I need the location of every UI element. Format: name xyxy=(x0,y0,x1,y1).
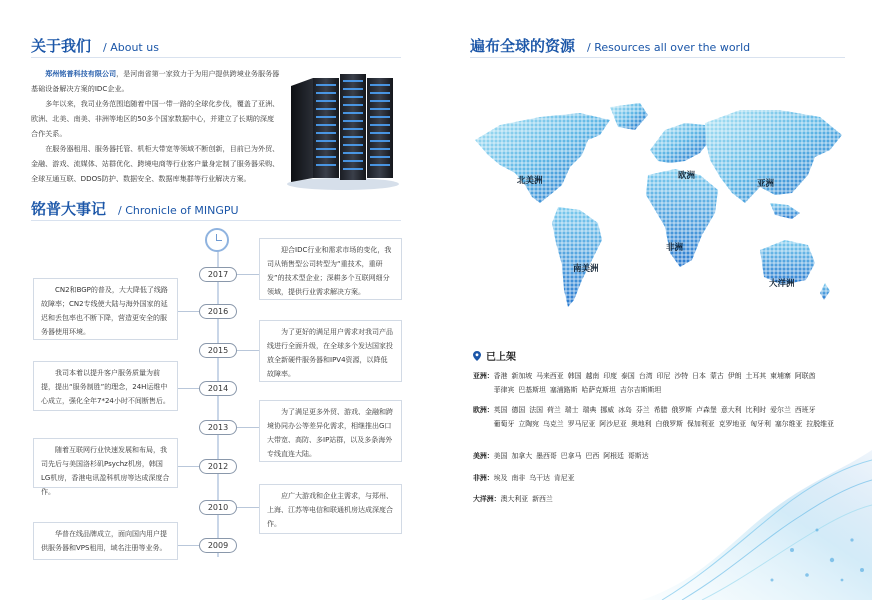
region-country: 比利时 xyxy=(745,406,767,414)
clock-icon xyxy=(205,228,229,252)
region-country: 匈牙利 xyxy=(750,420,771,428)
year-2017: 2017 xyxy=(199,267,237,282)
region-name: 非洲： xyxy=(473,474,494,482)
year-2009: 2009 xyxy=(199,538,237,553)
location-pin-icon xyxy=(473,351,481,361)
region-country: 吉尔吉斯斯坦 xyxy=(619,386,662,394)
server-rack-image xyxy=(283,66,399,190)
region-country: 哥斯达 xyxy=(627,452,649,460)
map-label-asia: 亚洲 xyxy=(757,179,775,189)
region-country: 沙特 xyxy=(674,372,689,380)
map-label-africa: 非洲 xyxy=(666,243,684,253)
region-country: 新西兰 xyxy=(532,495,553,503)
region-country: 塞尔维亚 xyxy=(774,420,803,428)
region-country: 土耳其 xyxy=(745,372,767,380)
event-2014: 我司本着以提升客户服务质量为前提，提出“服务制胜”的理念，24H运维中心成立，强化全年7*24小时不间断售后。 xyxy=(33,361,178,411)
region-country: 白俄罗斯 xyxy=(655,420,684,428)
region-country: 埃及 xyxy=(493,474,508,482)
region-country: 塞浦路斯 xyxy=(549,386,578,394)
region-country: 蒙古 xyxy=(709,372,724,380)
resources-title-en: / Resources all over the world xyxy=(587,41,751,54)
region-country: 西班牙 xyxy=(794,406,816,414)
region-country: 爱尔兰 xyxy=(770,406,791,414)
region-country: 冰岛 xyxy=(618,406,632,414)
connector xyxy=(237,427,259,428)
online-title: 已上架 xyxy=(486,352,516,363)
region-country: 瑞典 xyxy=(582,406,597,414)
region-country: 挪威 xyxy=(600,406,615,414)
map-label-oceania: 大洋洲 xyxy=(769,279,795,289)
region-list xyxy=(494,369,843,397)
event-2010: 应广大游戏和企业主需求，与郑州、上海、江苏等电信和联通机房达成深度合作。 xyxy=(259,484,402,534)
region-country: 乌克兰 xyxy=(543,420,564,428)
region-list xyxy=(494,403,843,431)
region-country: 泰国 xyxy=(621,372,635,380)
region-country: 保加利亚 xyxy=(687,420,715,428)
year-2012: 2012 xyxy=(199,459,237,474)
region-name: 欧洲： xyxy=(473,406,494,414)
map-label-south-america: 南美洲 xyxy=(573,264,599,274)
region-country: 日本 xyxy=(692,372,706,380)
connector xyxy=(178,466,199,467)
region-country: 肯尼亚 xyxy=(553,474,575,482)
year-2010: 2010 xyxy=(199,500,237,515)
region-name: 美洲： xyxy=(473,452,494,460)
region-country: 巴基斯坦 xyxy=(518,386,546,394)
region-country: 罗马尼亚 xyxy=(567,420,596,428)
region-country: 韩国 xyxy=(567,372,582,380)
resources-divider xyxy=(470,57,845,58)
region-country: 英国 xyxy=(493,406,508,414)
region-country: 印尼 xyxy=(656,372,671,380)
chronicle-title-en: / Chronicle of MINGPU xyxy=(118,204,239,217)
event-2012: 随着互联网行业快速发展和布局，我司先后与美国洛杉矶Psychz机房，韩国LG机房，香港电讯盈科机房等达成深度合作。 xyxy=(33,438,178,488)
year-2014: 2014 xyxy=(199,381,237,396)
region-country: 美国 xyxy=(493,452,508,460)
event-2009: 华普在线品牌成立，面向国内用户提供服务器和VPS租用，域名注册等业务。 xyxy=(33,522,178,560)
region-country: 拉脱维亚 xyxy=(806,420,834,428)
region-country: 葡萄牙 xyxy=(493,420,515,428)
region-country: 菲律宾 xyxy=(493,386,515,394)
region-country: 阿联酋 xyxy=(794,372,816,380)
region-country: 乌干达 xyxy=(529,474,550,482)
region-asia xyxy=(473,369,843,397)
region-country: 瑞士 xyxy=(564,406,579,414)
year-2013: 2013 xyxy=(199,420,237,435)
region-country: 香港 xyxy=(493,372,508,380)
region-country: 伊朗 xyxy=(727,372,742,380)
decorative-wave xyxy=(642,430,872,600)
about-paragraph-3: 在服务器租用、服务器托管、机柜大带宽等领域不断创新，目前已为外贸、金融、游戏、流媒体、站群优化、跨境电商等行业客户量身定制了服务器采购、全球互通互联、DDOS防护、数据安全、数据库集群等行业解决方案。 xyxy=(31,144,280,183)
region-country: 越南 xyxy=(585,372,600,380)
region-country: 阿沙尼亚 xyxy=(599,420,627,428)
region-country: 芬兰 xyxy=(635,406,650,414)
map-label-north-america: 北美洲 xyxy=(517,176,543,186)
event-2017: 迎合IDC行业和需求市场的变化，我司从销售型公司转型为“重技术，重研发”的技术型企业；深耕多个互联网细分领域，提供行业需求解决方案。 xyxy=(259,238,402,300)
region-country: 意大利 xyxy=(720,406,742,414)
about-heading xyxy=(31,35,159,56)
region-name: 大洋洲： xyxy=(473,495,501,503)
event-2013: 为了满足更多外贸、游戏、金融和跨境协同办公等差异化需求，相继推出G口大带宽、高防、多IP站群，以及多条海外专线直连大陆。 xyxy=(259,400,402,462)
region-country: 加拿大 xyxy=(511,452,533,460)
connector xyxy=(237,350,259,351)
year-2015: 2015 xyxy=(199,343,237,358)
online-heading xyxy=(473,348,516,363)
event-2015: 为了更好的满足用户需求对我司产品线进行全面升级，在全球多个发达国家投放全新硬件服务器和IPV4资源，以降低故障率。 xyxy=(259,320,402,382)
map-label-europe: 欧洲 xyxy=(678,171,696,181)
connector xyxy=(237,274,259,275)
region-country: 俄罗斯 xyxy=(671,406,693,414)
region-country: 荷兰 xyxy=(547,406,561,414)
event-2016: CN2和BGP的普及，大大降低了线路故障率；CN2专线使大陆与海外国家的延迟和丢包率也不断下降，营造更安全的服务器使用环境。 xyxy=(33,278,178,340)
connector xyxy=(237,507,259,508)
region-country: 新加坡 xyxy=(511,372,533,380)
chronicle-heading xyxy=(31,198,239,219)
region-country: 哈萨克斯坦 xyxy=(581,386,616,394)
region-country: 马来西亚 xyxy=(536,372,564,380)
about-title-en: / About us xyxy=(103,41,159,54)
about-title-cn: 关于我们 xyxy=(31,37,92,55)
region-country: 希腊 xyxy=(653,406,668,414)
region-country: 墨西哥 xyxy=(536,452,557,460)
region-country: 立陶宛 xyxy=(518,420,540,428)
year-2016: 2016 xyxy=(199,304,237,319)
connector xyxy=(178,388,199,389)
connector xyxy=(178,545,199,546)
chronicle-divider xyxy=(31,220,401,221)
region-country: 柬埔寨 xyxy=(770,372,791,380)
about-paragraph-2: 多年以来，我司业务范围追随着中国一带一路的全球化步伐，覆盖了亚洲、欧洲、北美、南美、非洲等地区的50多个国家数据中心，并建立了长期的深度合作关系。 xyxy=(31,99,280,138)
region-country: 阿根廷 xyxy=(603,452,624,460)
region-europe xyxy=(473,403,843,431)
region-country: 台湾 xyxy=(638,372,653,380)
chronicle-title-cn: 铭普大事记 xyxy=(31,200,107,218)
region-country: 南非 xyxy=(511,474,526,482)
company-name: 郑州铭普科技有限公司 xyxy=(45,69,117,78)
about-paragraph-1: 郑州铭普科技有限公司，是河南省第一家致力于为用户提供跨境业务服务器基础设备解决方案的IDC企业。 xyxy=(31,69,280,93)
region-name: 亚洲： xyxy=(473,372,494,380)
resources-heading xyxy=(470,35,750,56)
resources-title-cn: 遍布全球的资源 xyxy=(470,37,576,55)
region-country: 巴拿马 xyxy=(560,452,582,460)
region-country: 巴西 xyxy=(585,452,600,460)
region-country: 奥地利 xyxy=(630,420,652,428)
region-country: 澳大利亚 xyxy=(500,495,529,503)
about-text xyxy=(31,66,281,186)
about-divider xyxy=(31,57,401,58)
region-country: 法国 xyxy=(529,406,544,414)
region-country: 克罗地亚 xyxy=(718,420,747,428)
region-country: 德国 xyxy=(511,406,526,414)
region-country: 印度 xyxy=(603,372,618,380)
connector xyxy=(178,311,199,312)
region-country: 卢森堡 xyxy=(696,406,717,414)
